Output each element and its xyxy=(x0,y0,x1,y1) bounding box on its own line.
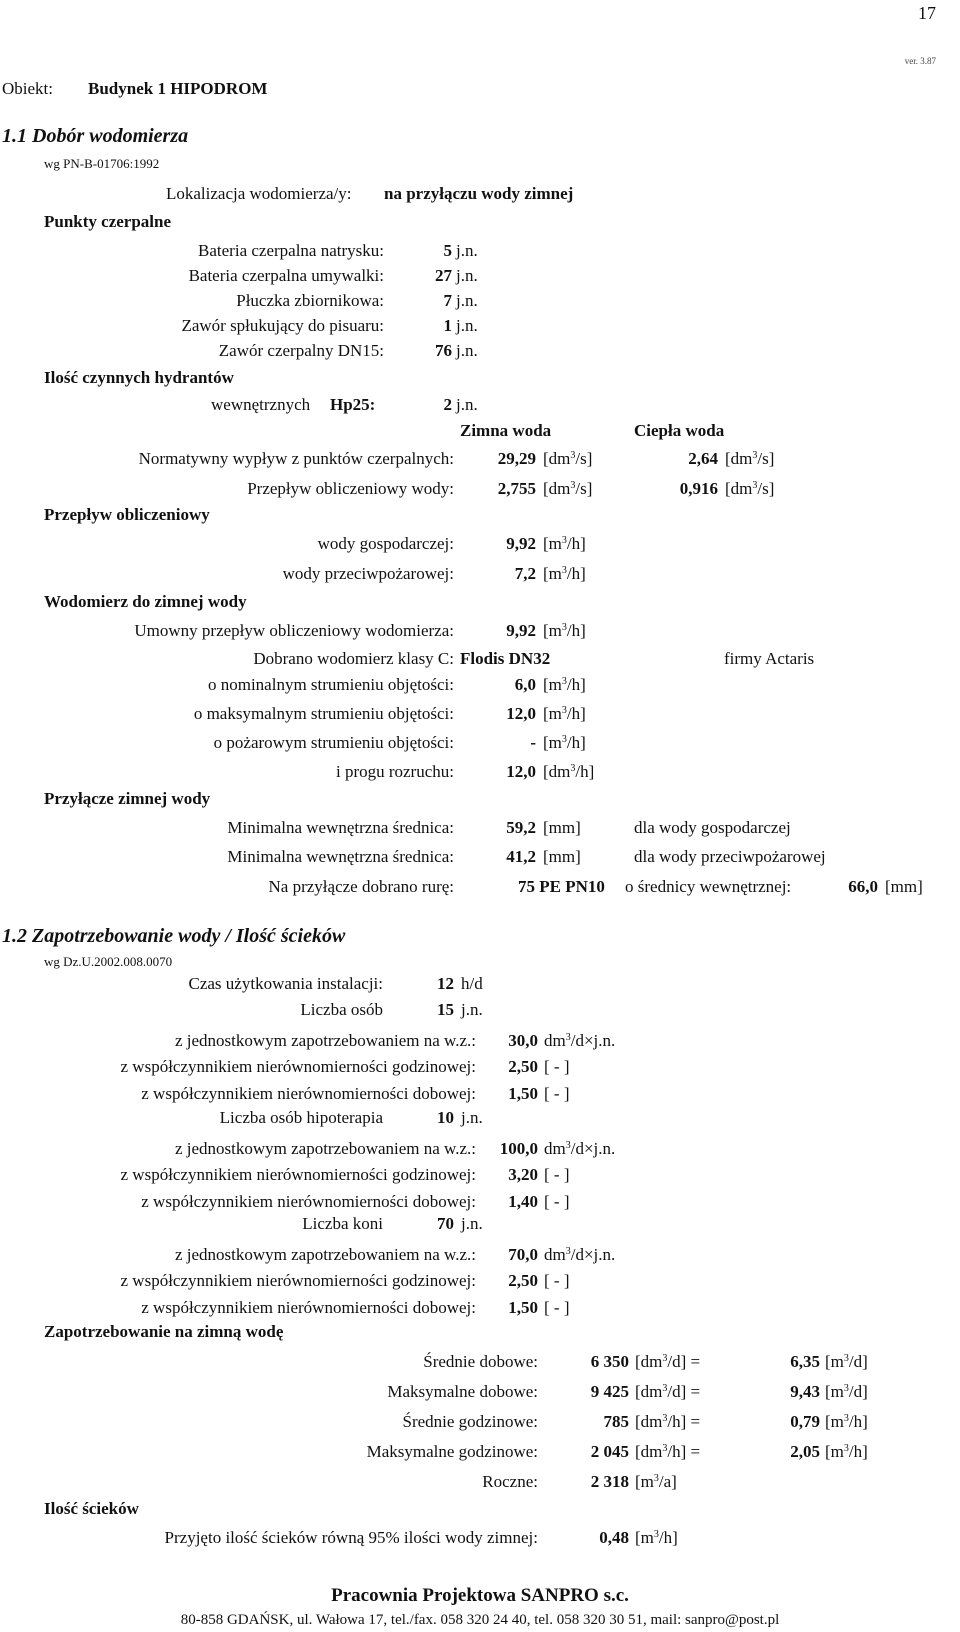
unit: [ - ] xyxy=(544,1165,570,1184)
chosen-label: Dobrano wodomierz klasy C: xyxy=(253,649,454,668)
point-label: Płuczka zbiornikowa: xyxy=(236,291,384,310)
annual-label: Roczne: xyxy=(482,1472,538,1491)
footer-address: 80-858 GDAŃSK, ul. Wałowa 17, tel./fax. 058 320 24 40, tel. 058 320 30 51, mail: sanpro@post.pl xyxy=(180,1612,780,1628)
point-unit: j.n. xyxy=(456,241,478,260)
daily-value: 1,50 xyxy=(508,1298,538,1317)
unit: $[m^3/h]$ xyxy=(543,621,586,640)
min-diam2-note: dla wody przeciwpożarowej xyxy=(634,847,826,866)
unit: $[dm^3/s]$ xyxy=(543,449,593,468)
unit: $[m^3/a]$ xyxy=(635,1472,677,1491)
max-value: 12,0 xyxy=(506,704,536,723)
section-1-1-norm: wg PN-B-01706:1992 xyxy=(44,156,160,171)
max-hourly-label: Maksymalne godzinowe: xyxy=(366,1442,538,1461)
usage-unit: h/d xyxy=(461,974,483,993)
point-label: Bateria czerpalna natrysku: xyxy=(198,241,384,260)
calc-flow-label: Przepływ obliczeniowy wody: xyxy=(247,479,454,498)
demand-label: z jednostkowym zapotrzebowaniem na w.z.: xyxy=(174,1245,476,1264)
calc-flow-hot: 0,916 xyxy=(679,479,718,498)
hourly-label: z współczynnikiem nierównomierności godzinowej: xyxy=(120,1165,476,1184)
max-daily-value: 9 425 xyxy=(590,1382,629,1401)
nominal-flow-value: 9,92 xyxy=(506,621,536,640)
pipe-inner-value: 66,0 xyxy=(848,877,878,896)
unit: [mm] xyxy=(543,847,581,866)
point-value: 1 xyxy=(443,316,452,335)
col-cold-header: Zimna woda xyxy=(460,421,552,440)
usage-value: 12 xyxy=(437,974,454,993)
max-daily-value2: 9,43 xyxy=(790,1382,820,1401)
unit: $[dm^3/s]$ xyxy=(725,479,775,498)
unit: $[m^3/h]$ xyxy=(543,564,586,583)
location-value: na przyłączu wody zimnej xyxy=(384,184,574,203)
section-1-2-norm: wg Dz.U.2002.008.0070 xyxy=(44,954,173,969)
group-unit: j.n. xyxy=(461,1108,483,1127)
unit: [ - ] xyxy=(544,1057,570,1076)
location-label: Lokalizacja wodomierza/y: xyxy=(166,184,352,203)
point-value: 5 xyxy=(443,241,452,260)
nominal-label: o nominalnym strumieniu objętości: xyxy=(207,675,454,694)
calc-heading: Przepływ obliczeniowy xyxy=(44,505,210,524)
col-hot-header: Ciepła woda xyxy=(634,421,725,440)
page-number: 17 xyxy=(918,3,936,23)
unit: $[m^3/h]$ xyxy=(543,704,586,723)
norm-flow-hot: 2,64 xyxy=(688,449,718,468)
group-value: 10 xyxy=(437,1108,454,1127)
avg-daily-value: 6 350 xyxy=(590,1352,629,1371)
min-diam2-value: 41,2 xyxy=(506,847,536,866)
avg-hourly-value2: 0,79 xyxy=(790,1412,820,1431)
points-heading: Punkty czerpalne xyxy=(44,212,172,231)
threshold-value: 12,0 xyxy=(506,762,536,781)
firestream-label: o pożarowym strumieniu objętości: xyxy=(213,733,454,752)
group-label: Liczba osób xyxy=(300,1000,383,1019)
avg-daily-value2: 6,35 xyxy=(790,1352,820,1371)
point-label: Zawór spłukujący do pisuaru: xyxy=(181,316,384,335)
norm-flow-label: Normatywny wypływ z punktów czerpalnych: xyxy=(138,449,454,468)
sewage-heading: Ilość ścieków xyxy=(44,1499,139,1518)
unit: $[m^3/h]$ xyxy=(543,534,586,553)
hourly-label: z współczynnikiem nierównomierności godzinowej: xyxy=(120,1271,476,1290)
unit: [ - ] xyxy=(544,1271,570,1290)
group-value: 15 xyxy=(437,1000,454,1019)
unit: [ - ] xyxy=(544,1298,570,1317)
sewage-value: 0,48 xyxy=(599,1528,629,1547)
demand-value: 100,0 xyxy=(499,1139,538,1158)
unit: $[m^3/h]$ xyxy=(543,675,586,694)
unit: [mm] xyxy=(885,877,923,896)
daily-value: 1,50 xyxy=(508,1084,538,1103)
norm-flow-cold: 29,29 xyxy=(497,449,536,468)
footer-company: Pracownia Projektowa SANPRO s.c. xyxy=(331,1585,629,1606)
demand-label: z jednostkowym zapotrzebowaniem na w.z.: xyxy=(174,1031,476,1050)
unit: $[m^3/h]$ xyxy=(635,1528,678,1547)
unit: $[m^3/h]$ xyxy=(543,733,586,752)
nominal-value: 6,0 xyxy=(514,675,536,694)
group-unit: j.n. xyxy=(461,1214,483,1233)
fire-label: wody przeciwpożarowej: xyxy=(282,564,454,583)
hydrants-unit: j.n. xyxy=(456,395,478,414)
demand-value: 70,0 xyxy=(508,1245,538,1264)
group-label: Liczba koni xyxy=(302,1214,383,1233)
max-hourly-value: 2 045 xyxy=(590,1442,629,1461)
demand-label: z jednostkowym zapotrzebowaniem na w.z.: xyxy=(174,1139,476,1158)
section-1-1-title: 1.1 Dobór wodomierza xyxy=(2,125,189,147)
point-unit: j.n. xyxy=(456,266,478,285)
nominal-flow-label: Umowny przepływ obliczeniowy wodomierza: xyxy=(134,621,454,640)
fire-value: 7,2 xyxy=(514,564,536,583)
daily-value: 1,40 xyxy=(508,1192,538,1211)
group-value: 70 xyxy=(437,1214,454,1233)
point-value: 76 xyxy=(435,341,452,360)
point-unit: j.n. xyxy=(456,316,478,335)
section-1-2-title: 1.2 Zapotrzebowanie wody / Ilość ścieków xyxy=(2,925,346,947)
unit: $[dm^3/h]$ xyxy=(543,762,595,781)
min-diam1-note: dla wody gospodarczej xyxy=(634,818,791,837)
unit: $[dm^3/d]$ = xyxy=(635,1352,701,1371)
hourly-value: 2,50 xyxy=(508,1271,538,1290)
point-label: Bateria czerpalna umywalki: xyxy=(188,266,384,285)
unit: $dm^3/d\times j.n$. xyxy=(544,1031,616,1050)
group-unit: j.n. xyxy=(461,1000,483,1019)
daily-label: z współczynnikiem nierównomierności dobowej: xyxy=(141,1298,476,1317)
unit: $[dm^3/d]$ = xyxy=(635,1382,701,1401)
unit: [mm] xyxy=(543,818,581,837)
connection-heading: Przyłącze zimnej wody xyxy=(44,789,211,808)
usage-label: Czas użytkowania instalacji: xyxy=(188,974,383,993)
hourly-value: 2,50 xyxy=(508,1057,538,1076)
unit: $[m^3/d]$ xyxy=(825,1352,868,1371)
point-value: 7 xyxy=(443,291,452,310)
point-unit: j.n. xyxy=(456,341,478,360)
calc-flow-cold: 2,755 xyxy=(497,479,536,498)
max-hourly-value2: 2,05 xyxy=(790,1442,820,1461)
meter-heading: Wodomierz do zimnej wody xyxy=(44,592,247,611)
avg-hourly-value: 785 xyxy=(603,1412,629,1431)
annual-value: 2 318 xyxy=(590,1472,629,1491)
household-value: 9,92 xyxy=(506,534,536,553)
unit: $[m^3/h]$ xyxy=(825,1412,868,1431)
unit: [ - ] xyxy=(544,1084,570,1103)
object-label: Obiekt: xyxy=(2,79,53,98)
daily-label: z współczynnikiem nierównomierności dobowej: xyxy=(141,1084,476,1103)
unit: $dm^3/d\times j.n$. xyxy=(544,1139,616,1158)
sewage-label: Przyjęto ilość ścieków równą 95% ilości wody zimnej: xyxy=(164,1528,538,1547)
min-diam1-value: 59,2 xyxy=(506,818,536,837)
pipe-value: 75 PE PN10 xyxy=(518,877,605,896)
unit: [ - ] xyxy=(544,1192,570,1211)
unit: $dm^3/d\times j.n$. xyxy=(544,1245,616,1264)
hourly-label: z współczynnikiem nierównomierności godzinowej: xyxy=(120,1057,476,1076)
firestream-value: - xyxy=(530,733,536,752)
unit: $[dm^3/s]$ xyxy=(725,449,775,468)
unit: $[dm^3/h]$ = xyxy=(635,1442,701,1461)
hydrants-label: wewnętrznych xyxy=(211,395,311,414)
object-name: Budynek 1 HIPODROM xyxy=(88,79,268,98)
unit: $[dm^3/h]$ = xyxy=(635,1412,701,1431)
version-label: ver. 3.87 xyxy=(904,56,936,66)
unit: $[m^3/h]$ xyxy=(825,1442,868,1461)
cold-demand-heading: Zapotrzebowanie na zimną wodę xyxy=(44,1322,284,1341)
unit: $[dm^3/s]$ xyxy=(543,479,593,498)
household-label: wody gospodarczej: xyxy=(317,534,454,553)
demand-value: 30,0 xyxy=(508,1031,538,1050)
chosen-value: Flodis DN32 xyxy=(460,649,551,668)
point-value: 27 xyxy=(435,266,452,285)
avg-hourly-label: Średnie godzinowe: xyxy=(402,1412,538,1431)
daily-label: z współczynnikiem nierównomierności dobowej: xyxy=(141,1192,476,1211)
point-label: Zawór czerpalny DN15: xyxy=(218,341,384,360)
threshold-label: i progu rozruchu: xyxy=(335,762,454,781)
hourly-value: 3,20 xyxy=(508,1165,538,1184)
min-diam-label: Minimalna wewnętrzna średnica: xyxy=(227,818,454,837)
hydrants-value: 2 xyxy=(443,395,452,414)
chosen-company: firmy Actaris xyxy=(724,649,815,668)
group-label: Liczba osób hipoterapia xyxy=(219,1108,383,1127)
avg-daily-label: Średnie dobowe: xyxy=(423,1352,538,1371)
max-label: o maksymalnym strumieniu objętości: xyxy=(193,704,454,723)
pipe-label: Na przyłącze dobrano rurę: xyxy=(268,877,454,896)
unit: $[m^3/d]$ xyxy=(825,1382,868,1401)
min-diam-label: Minimalna wewnętrzna średnica: xyxy=(227,847,454,866)
pipe-inner-label: o średnicy wewnętrznej: xyxy=(625,877,792,896)
hydrants-heading: Ilość czynnych hydrantów xyxy=(44,368,234,387)
max-daily-label: Maksymalne dobowe: xyxy=(387,1382,538,1401)
point-unit: j.n. xyxy=(456,291,478,310)
hydrants-type: Hp25: xyxy=(330,395,376,414)
